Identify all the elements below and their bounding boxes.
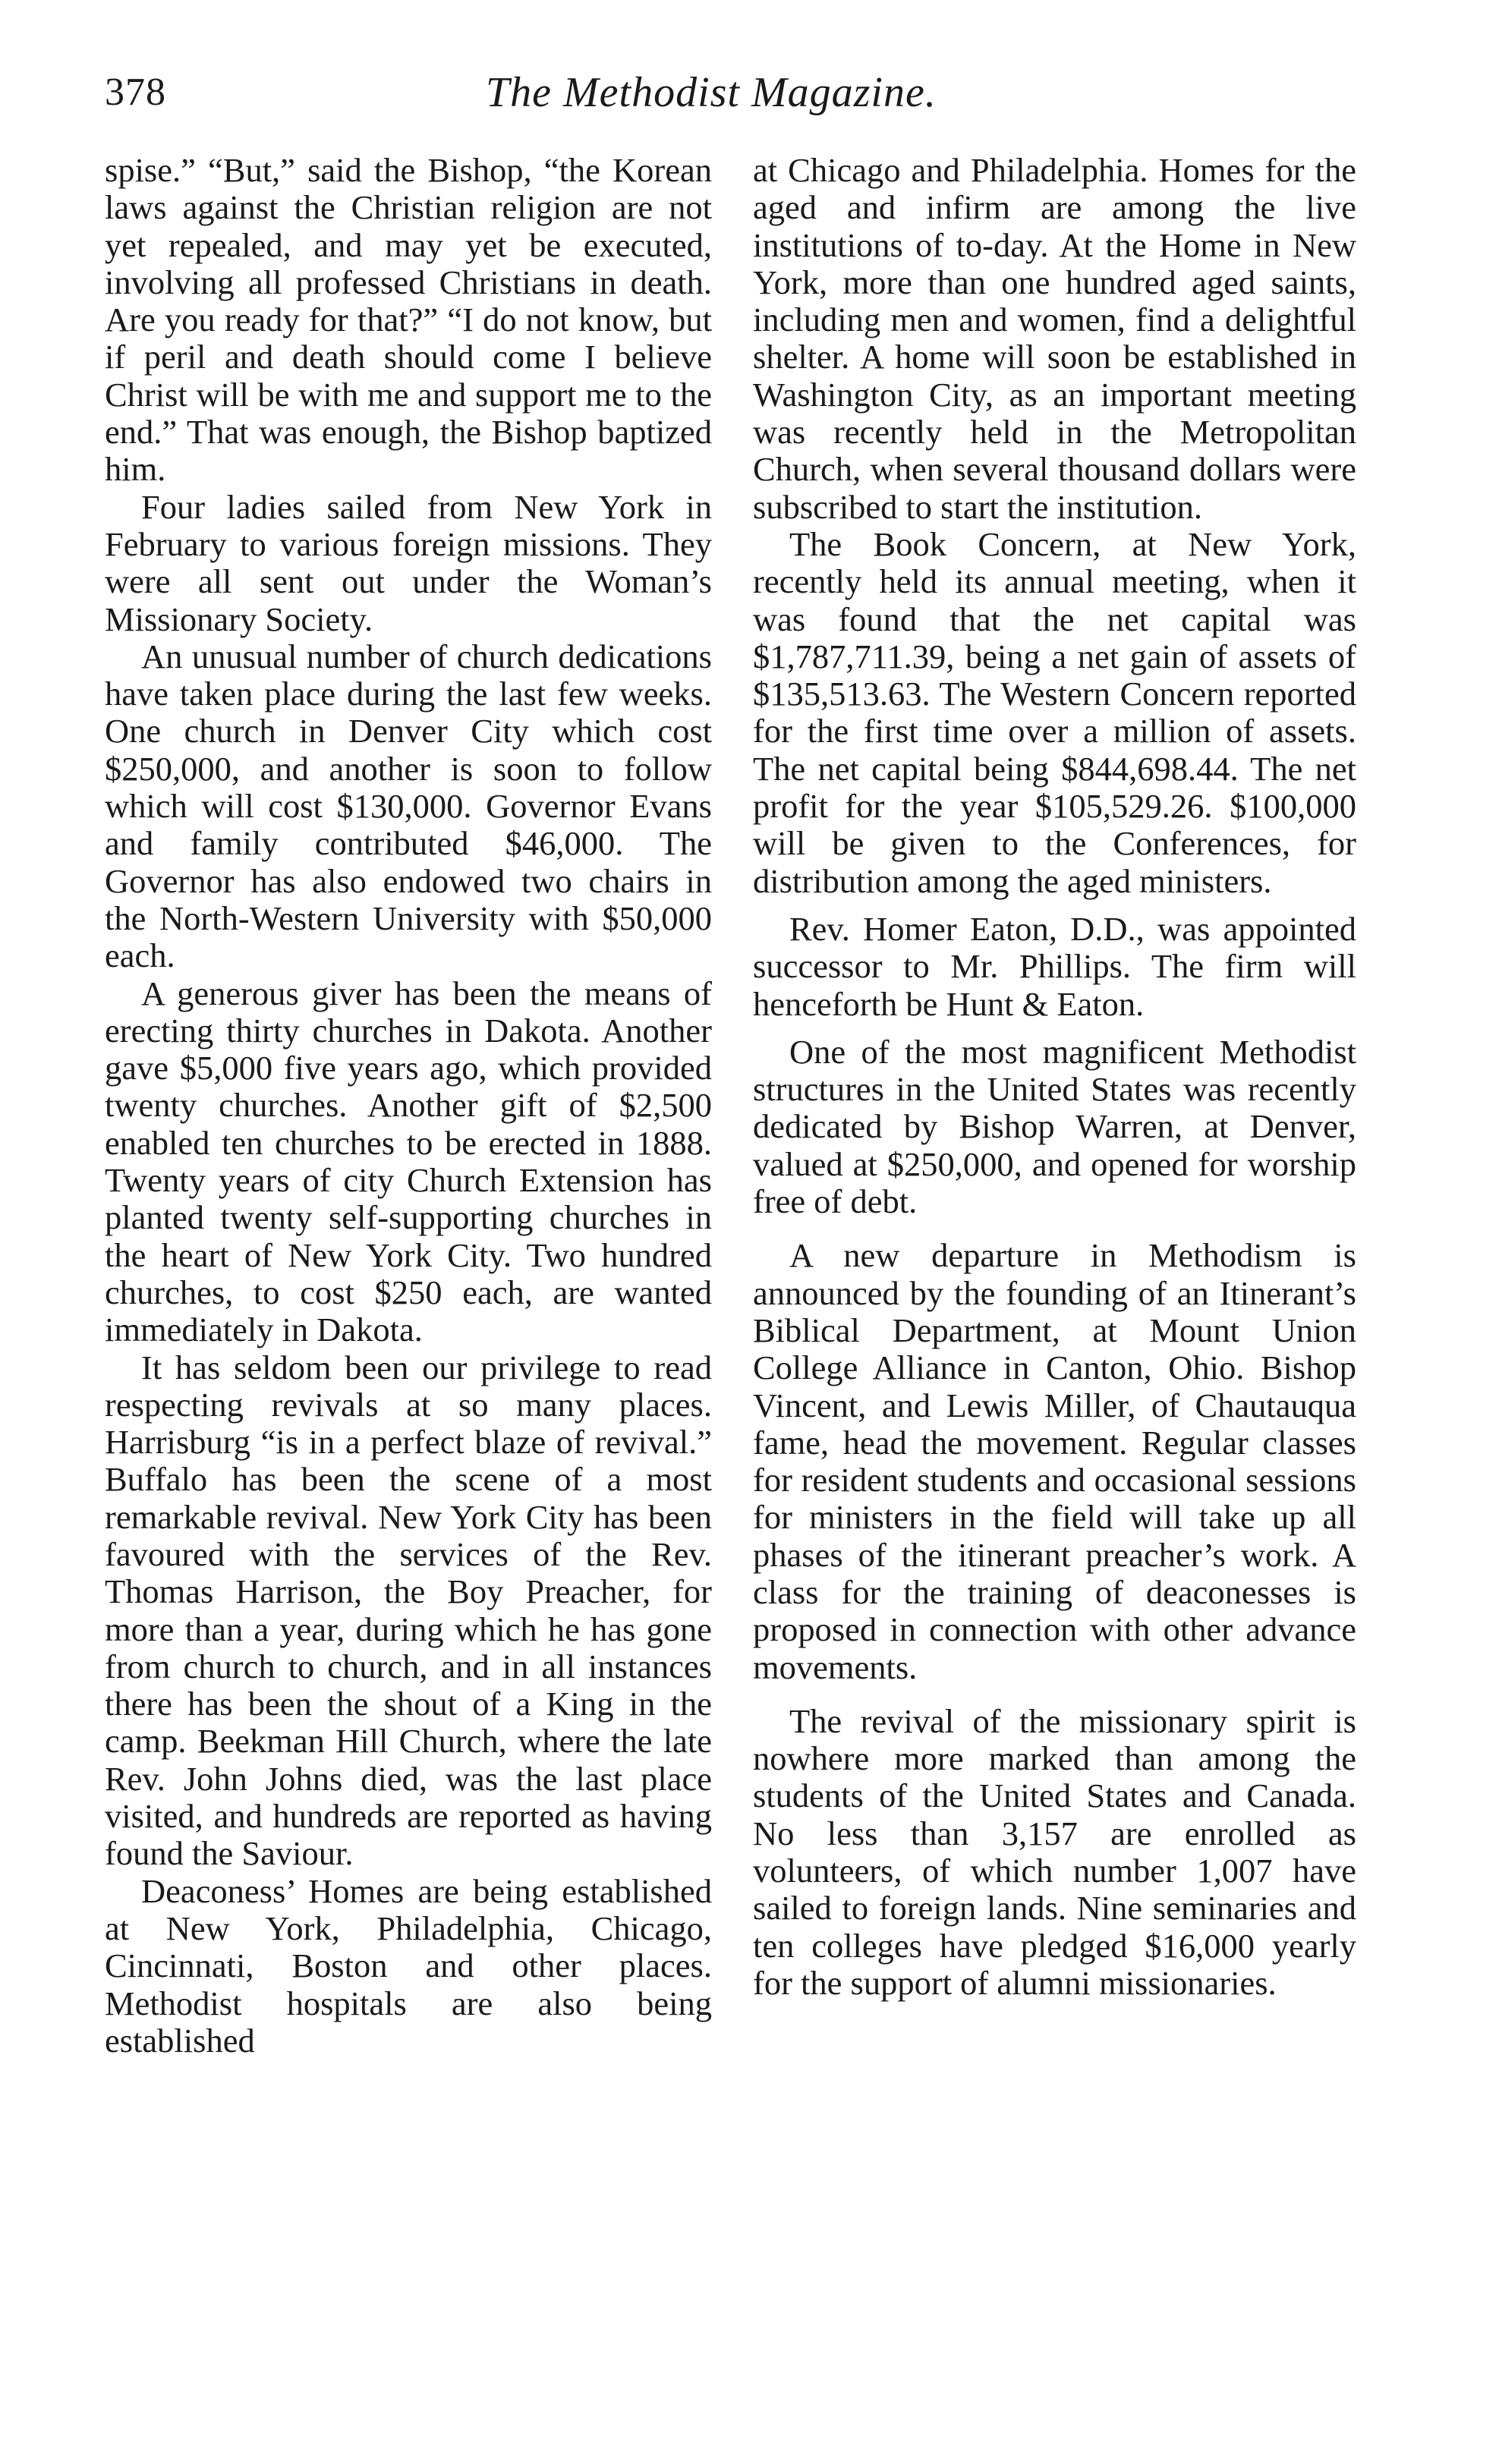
paragraph: Rev. Homer Eaton, D.D., was appointed successor to Mr. Phillips. The firm will henceforth be Hunt & Eaton. [753,909,1356,1023]
right-column [753,152,1356,2002]
paragraph: Deaconess’ Homes are being established at New York, Philadelphia, Chicago, Cincinnati, Boston and other places. Methodist hospitals are also being established [105,1871,712,2060]
left-column [105,152,712,2060]
running-title: The Methodist Magazine. [486,69,937,116]
paragraph: It has seldom been our privilege to read respecting revivals at so many places. Harrisburg “is in a perfect blaze of revival.” Buffalo has been the scene of a most remarkable revival. New York City has been favoured with the services of the Rev. Thomas Harrison, the Boy Preacher, for more than a year, during which he has gone from church to church, and in all instances there has been the shout of a King in the camp. Beekman Hill Church, where the late Rev. John Johns died, was the last place visited, and hundreds are reported as having found the Saviour. [105,1348,712,1873]
paragraph: spise.” “But,” said the Bishop, “the Korean laws against the Christian religion are not yet repealed, and may yet be executed, involving all professed Christians in death. Are you ready for that?” “I do not know, but if peril and death should come I believe Christ will be with me and support me to the end.” That was enough, the Bishop baptized him. [105,151,712,489]
paragraph: The revival of the missionary spirit is nowhere more marked than among the students of the United States and Canada. No less than 3,157 are enrolled as volunteers, of which number 1,007 have sailed to foreign lands. Nine seminaries and ten colleges have pledged $16,000 yearly for the support of alumni missionaries. [753,1701,1356,2002]
paragraph: Four ladies sailed from New York in February to various foreign missions. They were all sent out under the Woman’s Missionary Society. [105,487,712,638]
page-number: 378 [105,71,166,114]
paragraph: One of the most magnificent Methodist structures in the United States was recently dedicated by Bishop Warren, at Denver, valued at $250,000, and opened for worship free of debt. [753,1032,1356,1221]
paragraph: A generous giver has been the means of erecting thirty churches in Dakota. Another gave $5,000 five years ago, which provided twenty churches. Another gift of $2,500 enabled ten churches to be erected in 1888. Twenty years of city Church Extension has planted twenty self-supporting churches in the heart of New York City. Two hundred churches, to cost $250 each, are wanted immediately in Dakota. [105,974,712,1349]
paragraph: at Chicago and Philadelphia. Homes for the aged and infirm are among the live institutions of to-day. At the Home in New York, more than one hundred aged saints, including men and women, find a delightful shelter. A home will soon be established in Washington City, as an important meeting was recently held in the Metropolitan Church, when several thousand dollars were subscribed to start the institution. [753,151,1356,526]
paragraph: An unusual number of church dedications have taken place during the last few weeks. One church in Denver City which cost $250,000, and another is soon to follow which will cost $130,000. Governor Evans and family contributed $46,000. The Governor has also endowed two chairs in the North-Western University with $50,000 each. [105,637,712,975]
paragraph: A new departure in Methodism is announced by the founding of an Itinerant’s Biblical Department, at Mount Union College Alliance in Canton, Ohio. Bishop Vincent, and Lewis Miller, of Chautauqua fame, head the movement. Regular classes for resident students and occasional sessions for ministers in the field will take up all phases of the itinerant preacher’s work. A class for the training of deaconesses is proposed in connection with other advance movements. [753,1236,1356,1686]
paragraph: The Book Concern, at New York, recently held its annual meeting, when it was found that the net capital was $1,787,711.39, being a net gain of assets of $135,513.63. The Western Concern reported for the first time over a million of assets. The net capital being $844,698.44. The net profit for the year $105,529.26. $100,000 will be given to the Conferences, for distribution among the aged ministers. [753,524,1356,900]
